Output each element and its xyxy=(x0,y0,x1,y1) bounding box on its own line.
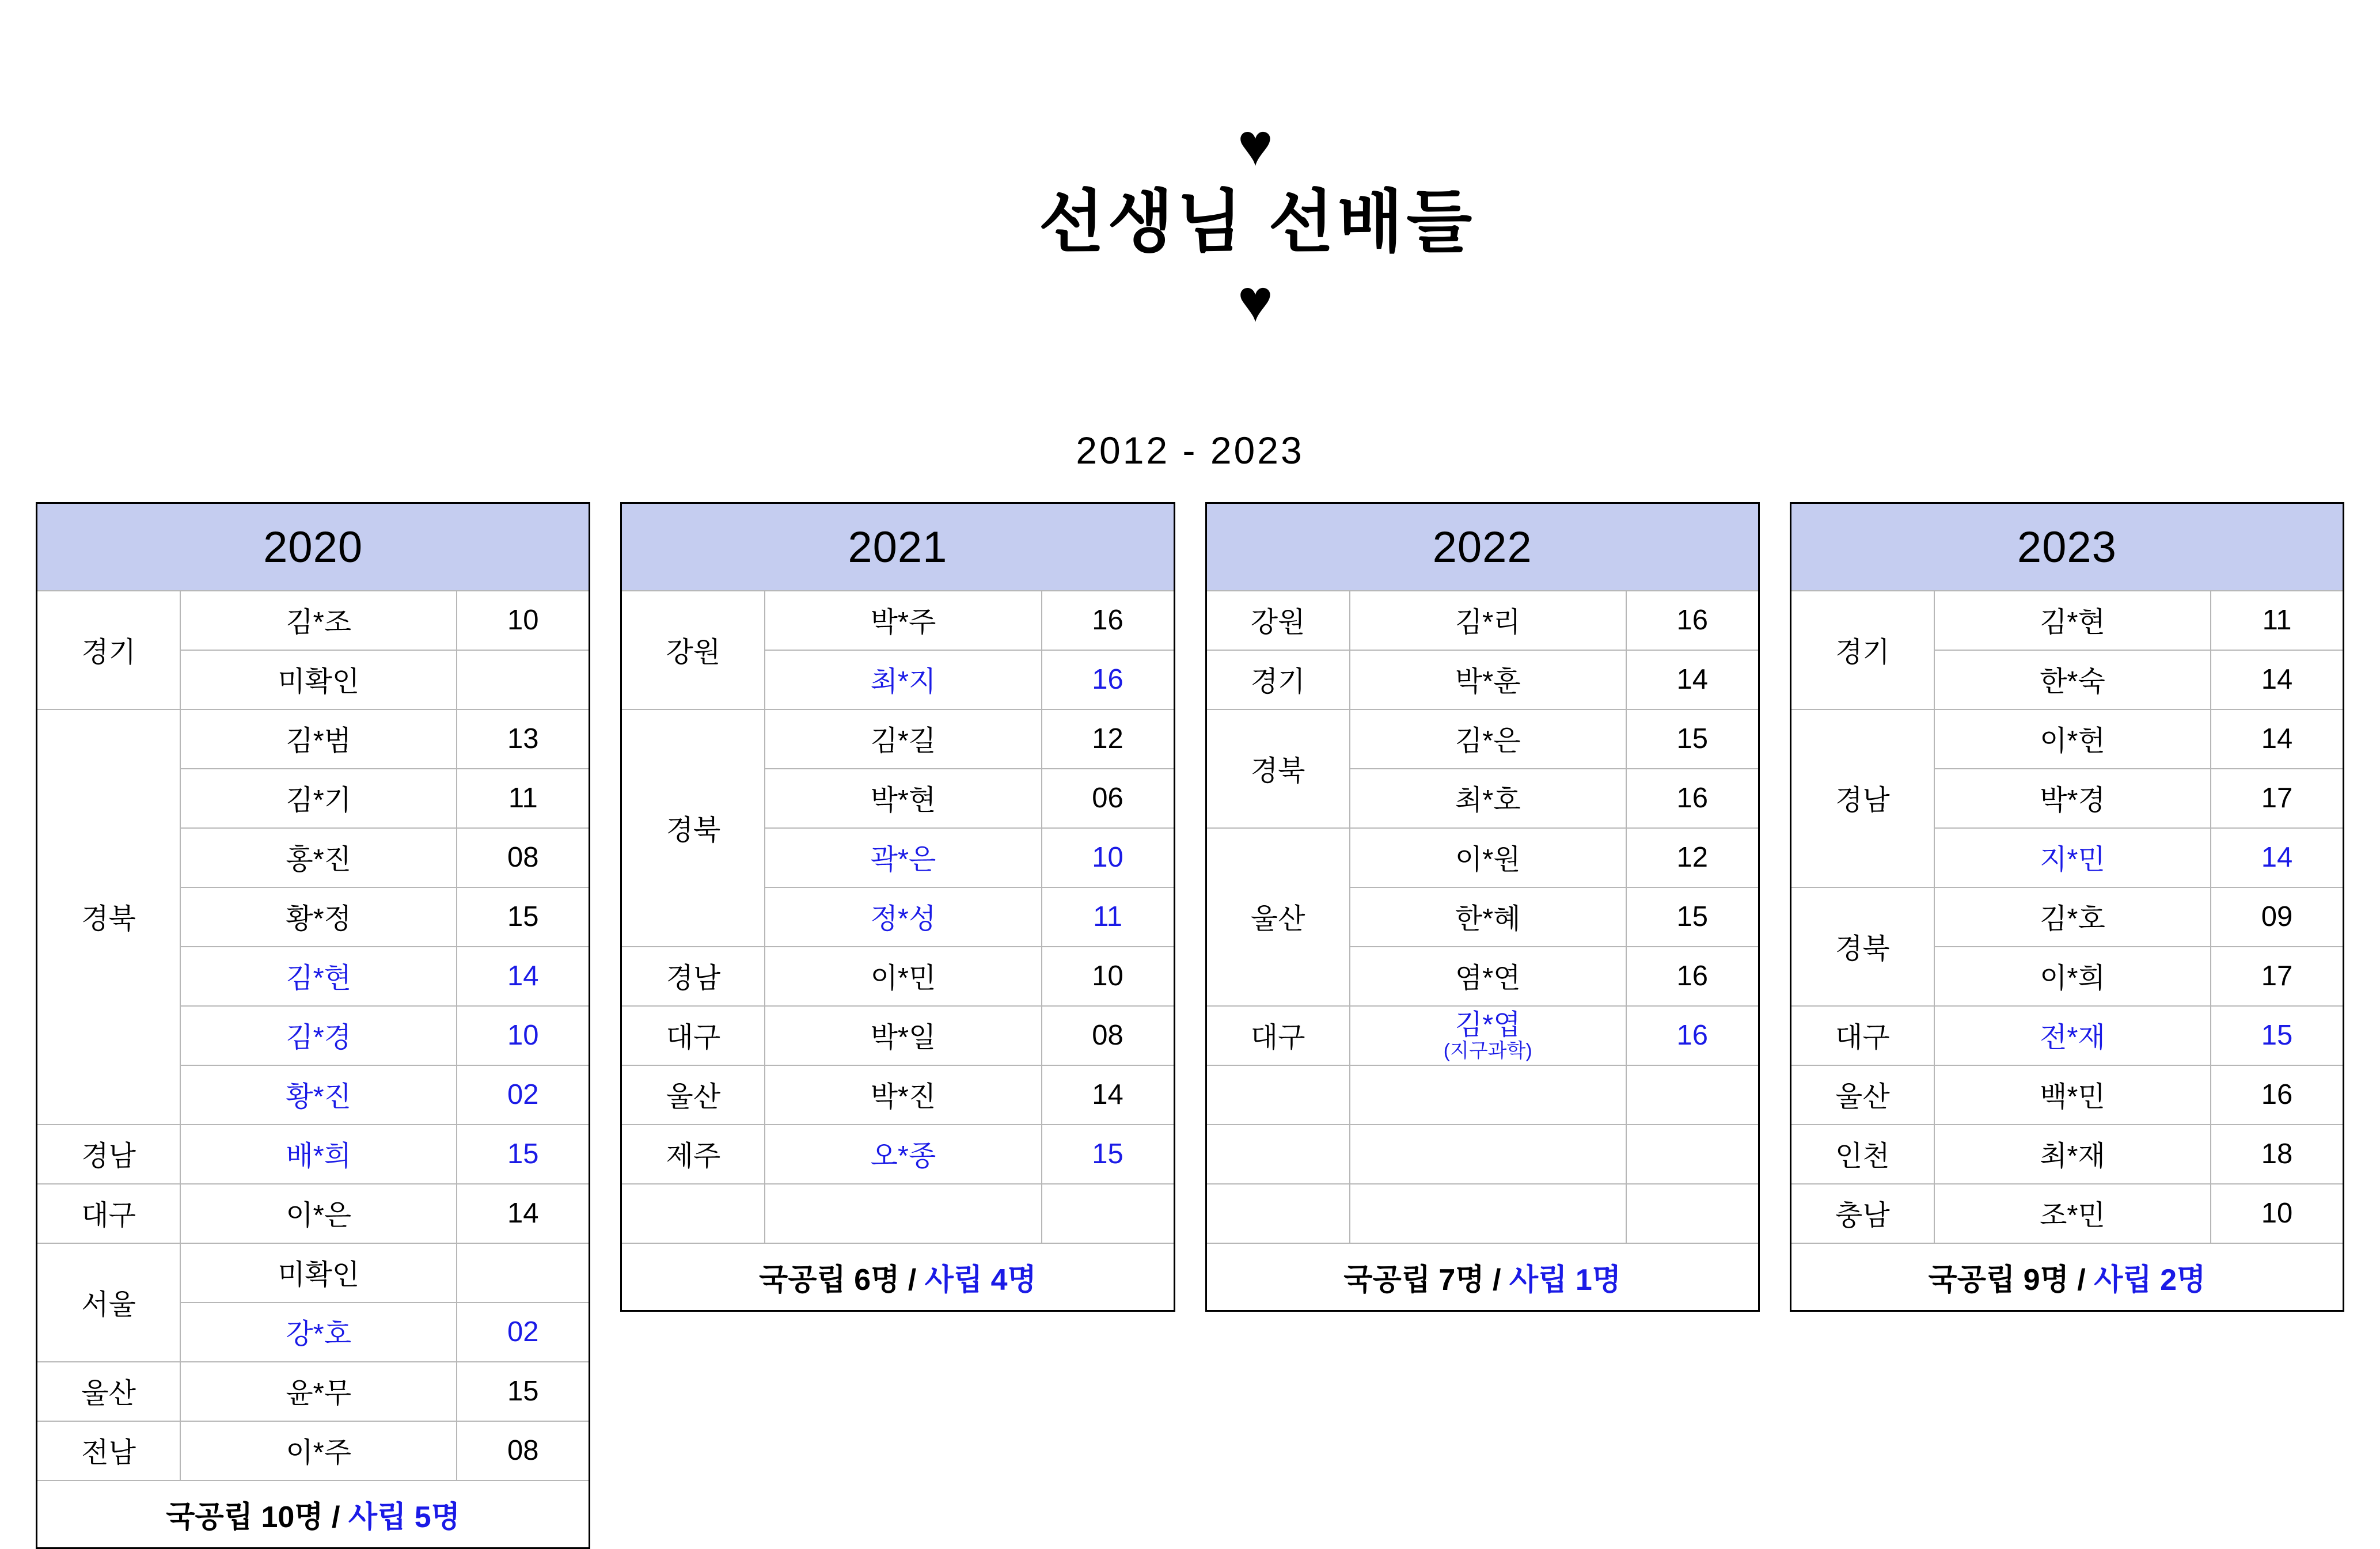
number-cell: 12 xyxy=(1626,828,1759,887)
name-cell: 강*호 xyxy=(180,1303,457,1362)
summary-separator: / xyxy=(1484,1263,1509,1297)
name-cell: 박*경 xyxy=(1934,769,2211,828)
number-cell: 10 xyxy=(457,1006,589,1065)
name-cell: 이*주 xyxy=(180,1421,457,1480)
summary-row xyxy=(1790,1243,2343,1311)
number-cell: 02 xyxy=(457,1065,589,1125)
number-cell: 16 xyxy=(1626,1006,1759,1065)
heart-right-icon: ♥ xyxy=(1237,268,1277,335)
table-row xyxy=(37,1125,590,1184)
table-row xyxy=(1790,1006,2343,1065)
table-row xyxy=(621,591,1174,650)
number-cell: 15 xyxy=(1626,887,1759,947)
number-cell: 16 xyxy=(1042,650,1174,709)
page-title xyxy=(0,28,2380,418)
name-cell: 전*재 xyxy=(1934,1006,2211,1065)
name-cell: 황*진 xyxy=(180,1065,457,1125)
name-cell: 김*경 xyxy=(180,1006,457,1065)
table-row xyxy=(621,1065,1174,1125)
region-cell: 강원 xyxy=(1206,591,1350,650)
number-cell: 15 xyxy=(457,887,589,947)
year-table-2022 xyxy=(1205,502,1760,1312)
name-cell: 지*민 xyxy=(1934,828,2211,887)
region-cell: 경기 xyxy=(1790,591,1934,709)
summary-cell xyxy=(1790,1243,2343,1311)
number-cell: 16 xyxy=(1626,947,1759,1006)
table-row xyxy=(37,1421,590,1480)
title-text: 선생님 선배들 xyxy=(1038,184,1476,261)
region-cell: 대구 xyxy=(37,1184,181,1243)
summary-row xyxy=(37,1480,590,1548)
table-row xyxy=(1790,591,2343,650)
number-cell: 11 xyxy=(2211,591,2343,650)
name-cell: 김*길 xyxy=(765,709,1041,769)
name-cell: 박*훈 xyxy=(1350,650,1626,709)
name-cell: 박*진 xyxy=(765,1065,1041,1125)
region-cell: 대구 xyxy=(1790,1006,1934,1065)
name-cell: 이*원 xyxy=(1350,828,1626,887)
region-cell: 울산 xyxy=(37,1362,181,1421)
number-cell: 10 xyxy=(457,591,589,650)
number-cell: 10 xyxy=(1042,947,1174,1006)
name-text: 김*엽 xyxy=(1455,1009,1521,1041)
region-cell: 서울 xyxy=(37,1243,181,1362)
number-cell: 17 xyxy=(2211,769,2343,828)
year-header: 2022 xyxy=(1206,503,1759,591)
private-count: 사립 1명 xyxy=(1509,1263,1621,1297)
number-cell: 18 xyxy=(2211,1125,2343,1184)
heart-left-icon: ♥ xyxy=(1237,111,1277,179)
number-cell: 12 xyxy=(1042,709,1174,769)
name-cell: 황*정 xyxy=(180,887,457,947)
name-cell: 김*조 xyxy=(180,591,457,650)
number-cell: 14 xyxy=(457,1184,589,1243)
number-cell: 15 xyxy=(457,1125,589,1184)
name-cell: 박*주 xyxy=(765,591,1041,650)
region-cell: 인천 xyxy=(1790,1125,1934,1184)
region-cell: 경남 xyxy=(1790,709,1934,887)
year-header: 2023 xyxy=(1790,503,2343,591)
region-cell: 경남 xyxy=(621,947,765,1006)
table-row xyxy=(1790,887,2343,947)
region-cell: 강원 xyxy=(621,591,765,709)
table-row xyxy=(37,1243,590,1303)
name-cell: 미확인 xyxy=(180,1243,457,1303)
number-cell: 11 xyxy=(457,769,589,828)
empty-row xyxy=(1206,1125,1759,1184)
number-cell: 14 xyxy=(1042,1065,1174,1125)
empty-cell xyxy=(1626,1184,1759,1243)
empty-row xyxy=(621,1184,1174,1243)
region-cell: 경북 xyxy=(37,709,181,1125)
name-cell: 곽*은 xyxy=(765,828,1041,887)
empty-cell xyxy=(1626,1065,1759,1125)
number-cell: 16 xyxy=(1626,591,1759,650)
table-row xyxy=(621,947,1174,1006)
region-cell: 대구 xyxy=(621,1006,765,1065)
name-cell: 최*지 xyxy=(765,650,1041,709)
name-note: (지구과학) xyxy=(1443,1040,1532,1062)
region-cell: 경기 xyxy=(1206,650,1350,709)
private-count: 사립 5명 xyxy=(348,1501,460,1535)
empty-cell xyxy=(1206,1184,1350,1243)
region-cell: 제주 xyxy=(621,1125,765,1184)
name-cell: 이*헌 xyxy=(1934,709,2211,769)
table-row xyxy=(621,709,1174,769)
name-cell: 한*숙 xyxy=(1934,650,2211,709)
empty-cell xyxy=(1350,1125,1626,1184)
number-cell: 15 xyxy=(1042,1125,1174,1184)
empty-cell xyxy=(1206,1065,1350,1125)
summary-cell xyxy=(621,1243,1174,1311)
public-count: 국공립 10명 xyxy=(166,1501,324,1535)
private-count: 사립 4명 xyxy=(924,1263,1037,1297)
number-cell: 16 xyxy=(1042,591,1174,650)
summary-separator: / xyxy=(323,1501,348,1535)
table-row xyxy=(1790,709,2343,769)
table-row xyxy=(621,1125,1174,1184)
public-count: 국공립 7명 xyxy=(1343,1263,1485,1297)
region-cell: 경북 xyxy=(621,709,765,947)
region-cell: 경남 xyxy=(37,1125,181,1184)
table-row xyxy=(1206,709,1759,769)
summary-cell xyxy=(1206,1243,1759,1311)
number-cell: 09 xyxy=(2211,887,2343,947)
region-cell: 충남 xyxy=(1790,1184,1934,1243)
name-cell: 박*일 xyxy=(765,1006,1041,1065)
number-cell: 13 xyxy=(457,709,589,769)
year-tables-container xyxy=(0,472,2380,1549)
number-cell: 14 xyxy=(2211,650,2343,709)
number-cell: 16 xyxy=(1626,769,1759,828)
name-cell: 김*기 xyxy=(180,769,457,828)
empty-cell xyxy=(1350,1065,1626,1125)
name-cell: 김*호 xyxy=(1934,887,2211,947)
summary-row xyxy=(621,1243,1174,1311)
number-cell: 06 xyxy=(1042,769,1174,828)
name-cell: 박*현 xyxy=(765,769,1041,828)
year-table-2023 xyxy=(1790,502,2344,1312)
empty-cell xyxy=(1350,1184,1626,1243)
title-block xyxy=(0,0,2380,472)
number-cell: 08 xyxy=(457,828,589,887)
name-cell: 배*희 xyxy=(180,1125,457,1184)
empty-cell xyxy=(621,1184,765,1243)
table-row xyxy=(1790,1125,2343,1184)
name-cell: 윤*무 xyxy=(180,1362,457,1421)
table-row xyxy=(37,709,590,769)
year-header: 2021 xyxy=(621,503,1174,591)
name-cell: 염*연 xyxy=(1350,947,1626,1006)
number-cell: 15 xyxy=(2211,1006,2343,1065)
name-cell: 이*민 xyxy=(765,947,1041,1006)
number-cell: 16 xyxy=(2211,1065,2343,1125)
name-cell: 김*은 xyxy=(1350,709,1626,769)
name-cell xyxy=(1350,1006,1626,1065)
number-cell: 15 xyxy=(457,1362,589,1421)
public-count: 국공립 6명 xyxy=(759,1263,900,1297)
public-count: 국공립 9명 xyxy=(1928,1263,2069,1297)
empty-cell xyxy=(1042,1184,1174,1243)
name-cell: 정*성 xyxy=(765,887,1041,947)
name-cell: 이*희 xyxy=(1934,947,2211,1006)
number-cell: 14 xyxy=(1626,650,1759,709)
table-row xyxy=(1206,1006,1759,1065)
number-cell xyxy=(457,1243,589,1303)
year-table-2021 xyxy=(620,502,1175,1312)
table-row xyxy=(37,591,590,650)
number-cell: 17 xyxy=(2211,947,2343,1006)
summary-separator: / xyxy=(2068,1263,2094,1297)
number-cell: 08 xyxy=(1042,1006,1174,1065)
name-cell: 최*재 xyxy=(1934,1125,2211,1184)
name-cell: 조*민 xyxy=(1934,1184,2211,1243)
empty-row xyxy=(1206,1065,1759,1125)
name-cell: 김*범 xyxy=(180,709,457,769)
empty-row xyxy=(1206,1184,1759,1243)
number-cell: 14 xyxy=(2211,709,2343,769)
number-cell: 11 xyxy=(1042,887,1174,947)
empty-cell xyxy=(765,1184,1041,1243)
summary-separator: / xyxy=(899,1263,925,1297)
summary-cell xyxy=(37,1480,590,1548)
table-row xyxy=(1790,1065,2343,1125)
name-cell: 백*민 xyxy=(1934,1065,2211,1125)
name-cell: 김*리 xyxy=(1350,591,1626,650)
table-row xyxy=(621,1006,1174,1065)
number-cell: 10 xyxy=(1042,828,1174,887)
name-cell: 최*호 xyxy=(1350,769,1626,828)
number-cell: 14 xyxy=(457,947,589,1006)
year-header: 2020 xyxy=(37,503,590,591)
name-cell: 오*종 xyxy=(765,1125,1041,1184)
region-cell: 경북 xyxy=(1790,887,1934,1006)
year-table-2020 xyxy=(36,502,590,1549)
page-subtitle: 2012 - 2023 xyxy=(1076,429,1304,472)
region-cell: 경북 xyxy=(1206,709,1350,828)
summary-row xyxy=(1206,1243,1759,1311)
number-cell: 08 xyxy=(457,1421,589,1480)
region-cell: 대구 xyxy=(1206,1006,1350,1065)
table-row xyxy=(1206,591,1759,650)
empty-cell xyxy=(1626,1125,1759,1184)
region-cell: 울산 xyxy=(1790,1065,1934,1125)
number-cell: 14 xyxy=(2211,828,2343,887)
name-cell: 홍*진 xyxy=(180,828,457,887)
number-cell: 10 xyxy=(2211,1184,2343,1243)
private-count: 사립 2명 xyxy=(2094,1263,2206,1297)
name-cell: 한*혜 xyxy=(1350,887,1626,947)
region-cell: 울산 xyxy=(621,1065,765,1125)
number-cell xyxy=(457,650,589,709)
name-cell: 김*현 xyxy=(1934,591,2211,650)
number-cell: 15 xyxy=(1626,709,1759,769)
region-cell: 경기 xyxy=(37,591,181,709)
name-cell: 미확인 xyxy=(180,650,457,709)
empty-cell xyxy=(1206,1125,1350,1184)
name-cell: 이*은 xyxy=(180,1184,457,1243)
name-cell: 김*현 xyxy=(180,947,457,1006)
table-row xyxy=(1790,1184,2343,1243)
region-cell: 울산 xyxy=(1206,828,1350,1006)
region-cell: 전남 xyxy=(37,1421,181,1480)
table-row xyxy=(1206,828,1759,887)
number-cell: 02 xyxy=(457,1303,589,1362)
table-row xyxy=(37,1184,590,1243)
table-row xyxy=(37,1362,590,1421)
table-row xyxy=(1206,650,1759,709)
